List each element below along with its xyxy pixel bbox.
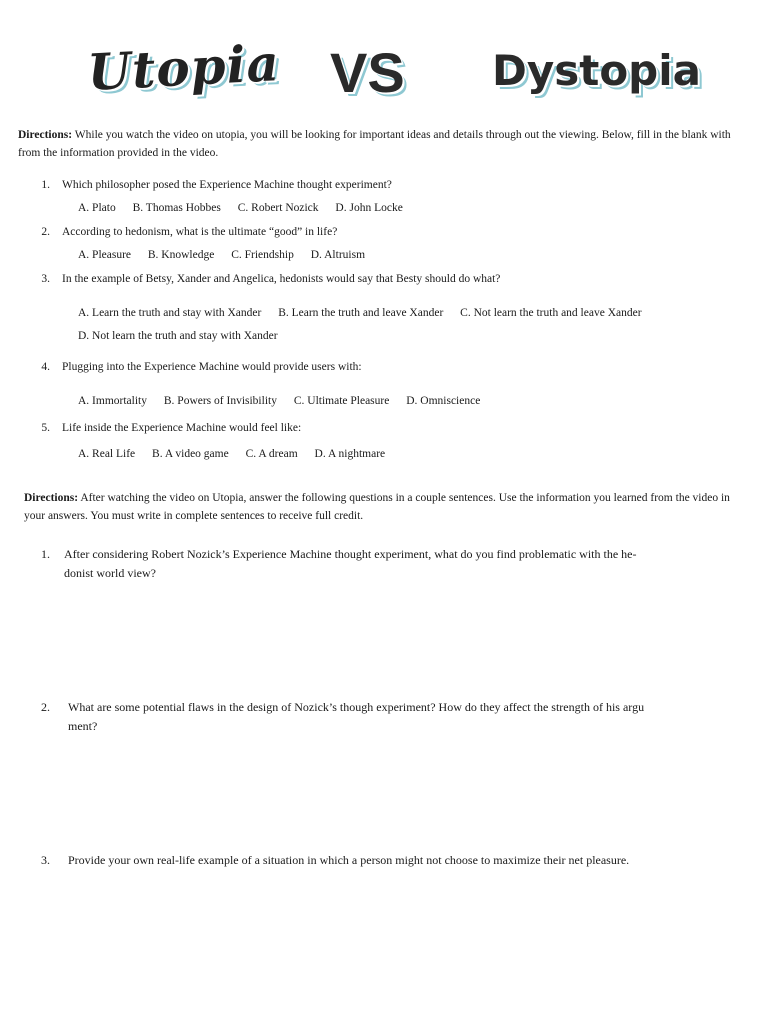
option: B. Thomas Hobbes	[132, 202, 221, 214]
option: D. John Locke	[335, 202, 403, 214]
option: B. Knowledge	[147, 249, 215, 261]
question-text: Life inside the Experience Machine would feel like:	[62, 422, 302, 434]
question-number: 2.	[41, 700, 50, 714]
option: C. Friendship	[231, 249, 294, 261]
option: B. Powers of Invisibility	[163, 395, 277, 407]
title-dystopia: Dystopia	[492, 46, 701, 95]
title-vs: VS	[330, 41, 405, 104]
question-line: What are some potential flaws in the design of Nozick’s though experiment? How do they affect the strength of his argu	[68, 700, 645, 714]
mc-options-3b	[78, 328, 292, 344]
question-line: donist world view?	[64, 566, 156, 580]
question-text: Which philosopher posed the Experience Machine thought experiment?	[62, 179, 392, 191]
option: C. Robert Nozick	[237, 202, 319, 214]
option: A. Learn the truth and stay with Xander	[78, 307, 262, 319]
option: A. Plato	[78, 202, 116, 214]
option: D. Altruism	[310, 249, 366, 261]
mc-options-5	[78, 446, 399, 462]
question-number: 2.	[41, 226, 50, 238]
question-text: According to hedonism, what is the ultimate “good” in life?	[62, 226, 338, 238]
option: D. Not learn the truth and stay with Xander	[78, 330, 278, 342]
directions-2	[24, 489, 736, 525]
question-text: In the example of Betsy, Xander and Angelica, hedonists would say that Besty should do what?	[62, 273, 501, 285]
option: C. Not learn the truth and leave Xander	[460, 307, 642, 319]
directions-2-text: After watching the video on Utopia, answer the following questions in a couple sentences. Use the information you learned from the video in your answers. You must write in complete sentences to receive full credit.	[24, 492, 730, 522]
question-number: 3.	[41, 273, 50, 285]
option: A. Pleasure	[78, 249, 132, 261]
mc-options-4	[78, 393, 494, 409]
option: D. Omniscience	[406, 395, 481, 407]
option: B. Learn the truth and leave Xander	[278, 307, 444, 319]
question-number: 5.	[41, 422, 50, 434]
question-line: Provide your own real-life example of a situation in which a person might not choose to maximize their net pleasure.	[68, 853, 630, 867]
option: A. Real Life	[78, 448, 136, 460]
option: C. Ultimate Pleasure	[293, 395, 390, 407]
question-number: 4.	[41, 361, 50, 373]
question-text: Plugging into the Experience Machine would provide users with:	[62, 361, 362, 373]
question-number: 1.	[41, 547, 50, 561]
directions-1	[18, 126, 733, 162]
directions-1-label: Directions:	[18, 129, 73, 141]
question-number: 1.	[41, 179, 50, 191]
title-utopia: Utopia	[86, 33, 282, 103]
question-line: ment?	[68, 719, 98, 733]
mc-options-2	[78, 247, 379, 263]
option: B. A video game	[152, 448, 229, 460]
question-line: After considering Robert Nozick’s Experience Machine thought experiment, what do you find problematic with the he-	[64, 547, 637, 561]
option: C. A dream	[245, 448, 298, 460]
question-number: 3.	[41, 853, 50, 867]
option: D. A nightmare	[314, 448, 386, 460]
option: A. Immortality	[78, 395, 147, 407]
mc-options-3a	[78, 305, 656, 321]
directions-1-text: While you watch the video on utopia, you will be looking for important ideas and details through out the viewing. Below, fill in the blank with from the information provided in the video.	[18, 129, 731, 159]
directions-2-label: Directions:	[24, 492, 79, 504]
mc-options-1	[78, 200, 417, 216]
